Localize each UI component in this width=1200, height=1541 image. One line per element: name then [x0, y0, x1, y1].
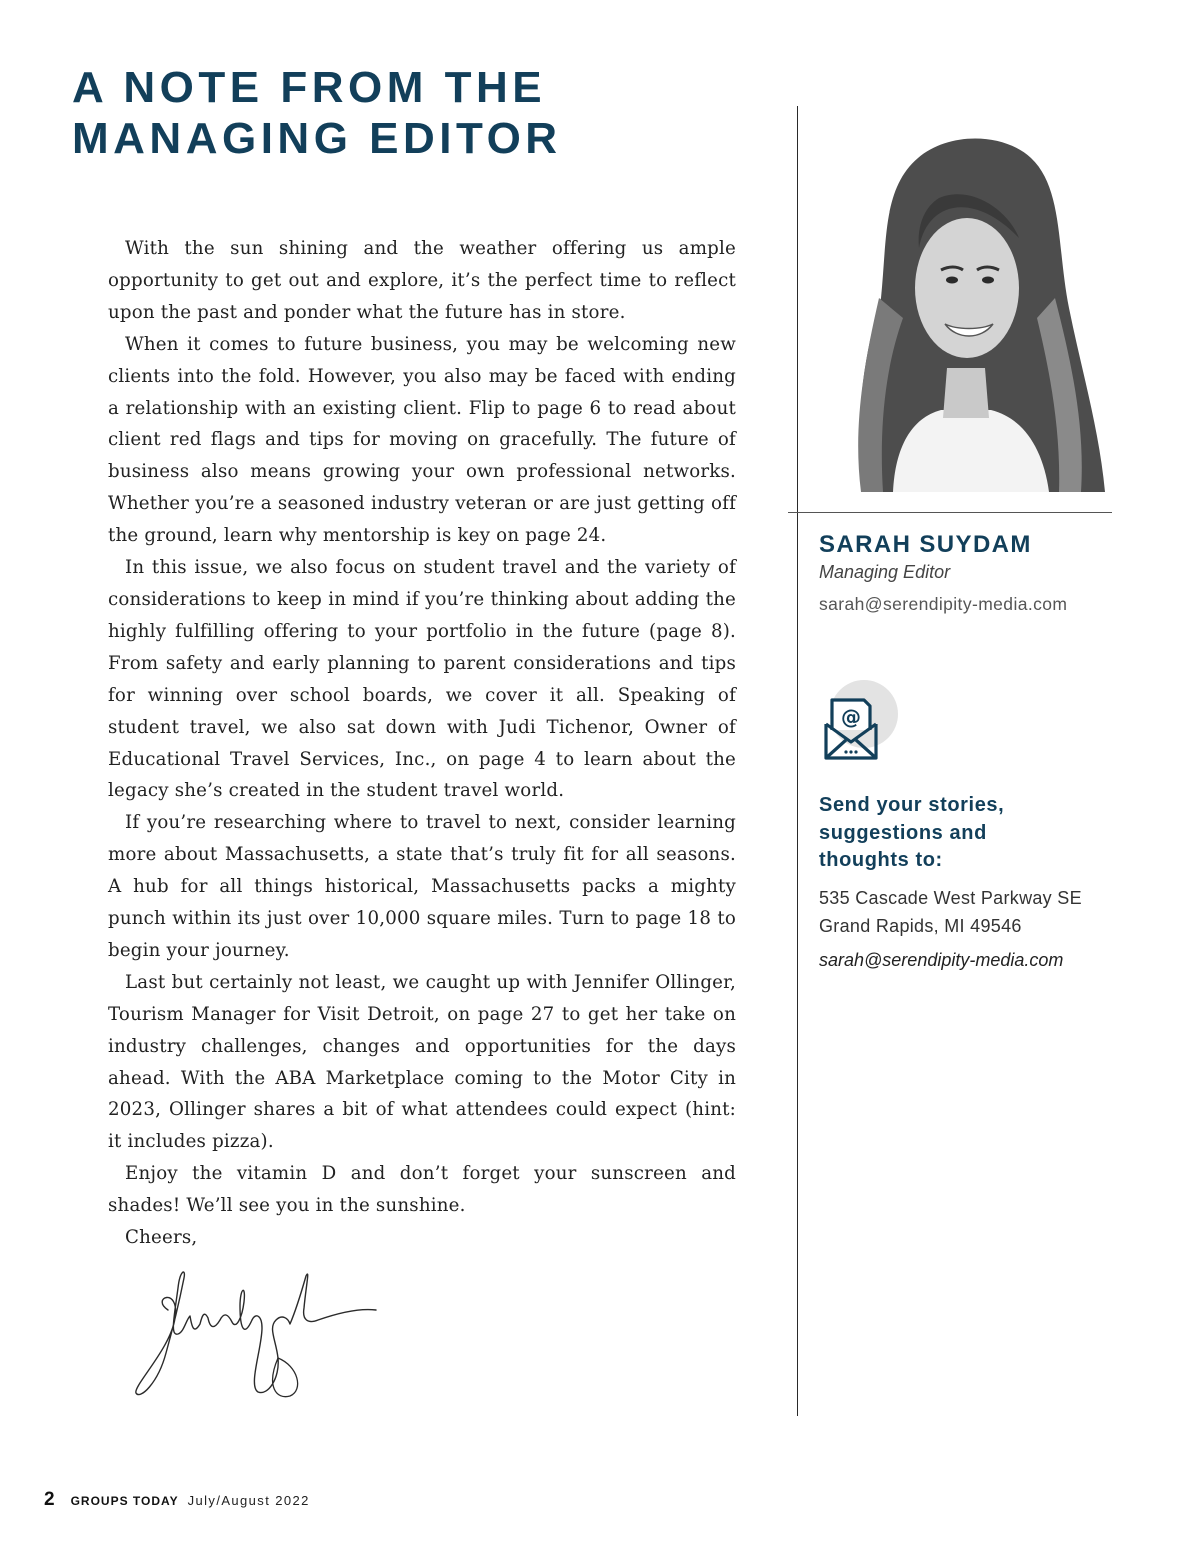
page-number: 2: [44, 1489, 55, 1510]
svg-text:@: @: [841, 705, 861, 729]
editor-name: SARAH SUYDAM: [819, 531, 1032, 558]
issue-date: July/August 2022: [187, 1493, 310, 1508]
column-divider: [797, 106, 798, 1416]
mailing-address: [819, 884, 1149, 940]
letter-paragraph: When it comes to future business, you may be welcoming new clients into the fold. However, you also may be faced with ending a relationship with an existing client. Flip to page 6 to read about client red flags and tips for moving on gracefully. The future of business also means growing your own professional networks. Whether you’re a seasoned industry veteran or are just getting off the ground, learn why mentorship is key on page 24.: [108, 333, 736, 547]
page-title: [72, 62, 562, 164]
address-line-1: 535 Cascade West Parkway SE: [819, 888, 1082, 908]
letter-paragraph: In this issue, we also focus on student travel and the variety of considerations to keep in mind if you’re thinking about adding the highly fulfilling offering to your portfolio in the future (page 8). From safety and early planning to parent considerations and tips for winning over school boards, we cover it all. Speaking of student travel, we also sat down with Judi Tichenor, Owner of Educational Travel Services, Inc., on page 4 to learn about the legacy she’s created in the student travel world.: [108, 557, 736, 802]
letter-body: [108, 233, 736, 1254]
mail-at-icon: [818, 678, 900, 764]
publication-name: GROUPS TODAY: [70, 1494, 179, 1508]
page-title-line-2: MANAGING EDITOR: [72, 114, 562, 163]
signature-image: [128, 1258, 383, 1403]
address-line-2: Grand Rapids, MI 49546: [819, 916, 1022, 936]
submission-heading: Send your stories, suggestions and thoughts to:: [819, 794, 1005, 871]
letter-paragraph: Last but certainly not least, we caught up with Jennifer Ollinger, Tourism Manager for Visit Detroit, on page 27 to get her take on industry challenges, changes and opportunities for the days ahead. With the ABA Marketplace coming to the Motor City in 2023, Ollinger shares a bit of what attendees could expect (hint: it includes pizza).: [108, 971, 736, 1153]
page-footer: [44, 1489, 310, 1511]
page-title-line-1: A NOTE FROM THE: [72, 63, 547, 112]
editor-photo: [823, 128, 1111, 492]
contact-email[interactable]: sarah@serendipity-media.com: [819, 950, 1064, 970]
editor-email[interactable]: sarah@serendipity-media.com: [819, 594, 1068, 614]
editor-role: Managing Editor: [819, 562, 951, 582]
letter-paragraph: Enjoy the vitamin D and don’t forget your sunscreen and shades! We’ll see you in the sunshine.: [108, 1163, 736, 1217]
letter-closing: Cheers,: [125, 1227, 198, 1249]
sidebar-divider: [788, 512, 1112, 513]
letter-paragraph: With the sun shining and the weather offering us ample opportunity to get out and explore, it’s the perfect time to reflect upon the past and ponder what the future has in store.: [108, 238, 736, 323]
letter-paragraph: If you’re researching where to travel to next, consider learning more about Massachusetts, a state that’s truly fit for all seasons. A hub for all things historical, Massachusetts packs a mighty punch within its just over 10,000 square miles. Turn to page 18 to begin your journey.: [108, 812, 736, 961]
